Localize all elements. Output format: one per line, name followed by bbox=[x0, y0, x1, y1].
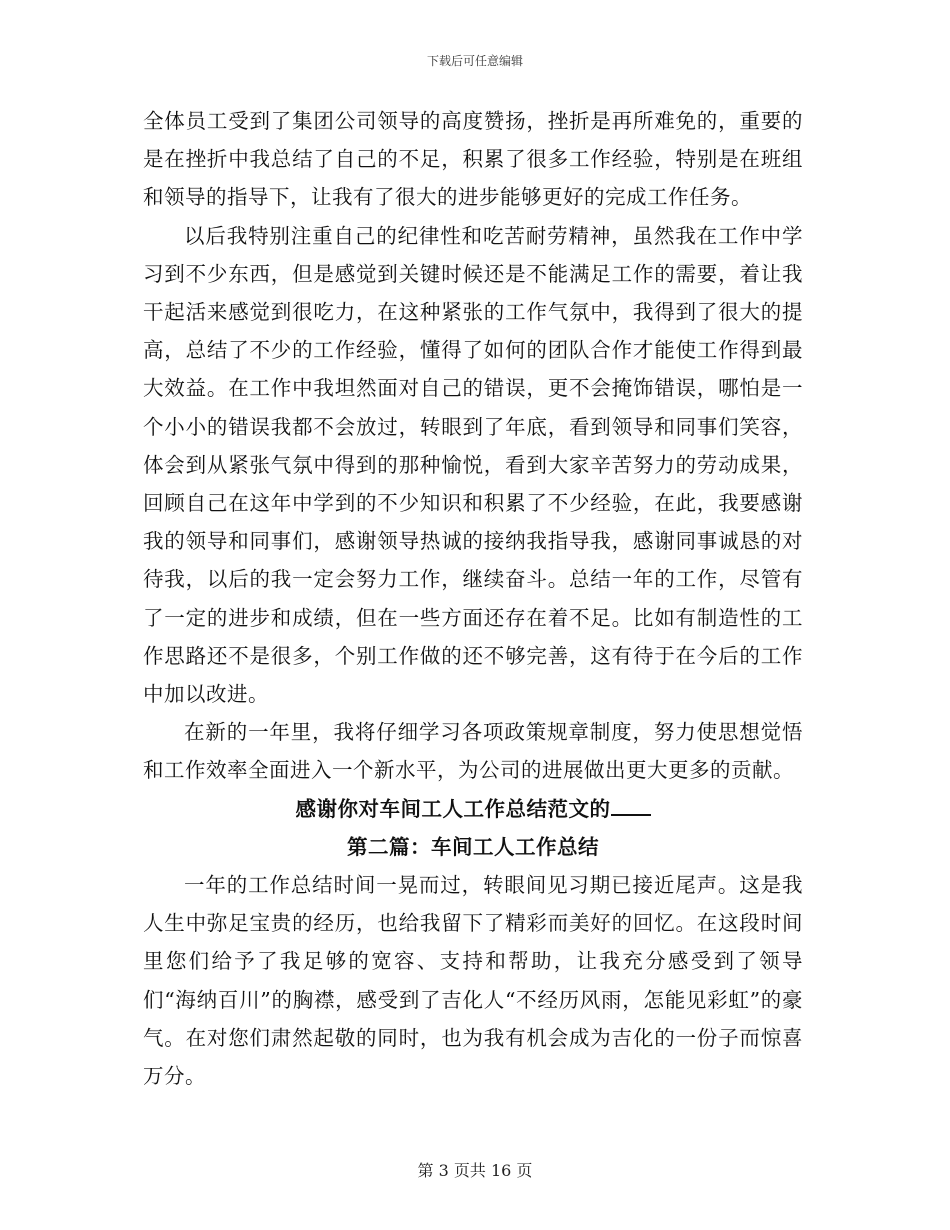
paragraph-work-experience: 以后我特别注重自己的纪律性和吃苦耐劳精神，虽然我在工作中学习到不少东西，但是感觉到关键时候还是不能满足工作的需要，着让我干起活来感觉到很吃力，在这种紧张的工作气氛中，我得到了很大的提高，总结了不少的工作经验，懂得了如何的团队合作才能使工作得到最大效益。在工作中我坦然面对自己的错误，更不会掩饰错误，哪怕是一个小小的错误我都不会放过，转眼到了年底，看到领导和同事们笑容，体会到从紧张气氛中得到的那种愉悦，看到大家辛苦努力的劳动成果，回顾自己在这年中学到的不少知识和积累了不少经验，在此，我要感谢我的领导和同事们，感谢领导热诚的接纳我指导我，感谢同事诚恳的对待我，以后的我一定会努力工作，继续奋斗。总结一年的工作，尽管有了一定的进步和成绩，但在一些方面还存在着不足。比如有制造性的工作思路还不是很多，个别工作做的还不够完善，这有待于在今后的工作中加以改进。 bbox=[143, 223, 803, 707]
thanks-heading bbox=[143, 790, 803, 828]
paragraph-section-two: 一年的工作总结时间一晃而过，转眼间见习期已接近尾声。这是我人生中弥足宝贵的经历，也给我留下了精彩而美好的回忆。在这段时间里您们给予了我足够的宽容、支持和帮助，让我充分感受到了领导们“海纳百川”的胸襟，感受到了吉化人“不经历风雨，怎能见彩虹”的豪气。在对您们肃然起敬的同时，也为我有机会成为吉化的一份子而惊喜万分。 bbox=[143, 873, 803, 1089]
thanks-heading-text: 感谢你对车间工人工作总结范文的 bbox=[295, 796, 611, 821]
paragraph-new-year: 在新的一年里，我将仔细学习各项政策规章制度，努力使思想觉悟和工作效率全面进入一个新水平，为公司的进展做出更大更多的贡献。 bbox=[143, 720, 803, 783]
page-header: 下载后可任意编辑 bbox=[426, 54, 523, 68]
page-number: 第 3 页共 16 页 bbox=[417, 1161, 533, 1180]
paragraph-continuation: 全体员工受到了集团公司领导的高度赞扬，挫折是再所难免的，重要的是在挫折中我总结了自己的不足，积累了很多工作经验，特别是在班组和领导的指导下，让我有了很大的进步能够更好的完成工作任务。 bbox=[143, 109, 803, 210]
section-title: 第二篇：车间工人工作总结 bbox=[347, 834, 599, 859]
document-body bbox=[143, 102, 803, 1095]
blank-underline bbox=[611, 794, 651, 816]
